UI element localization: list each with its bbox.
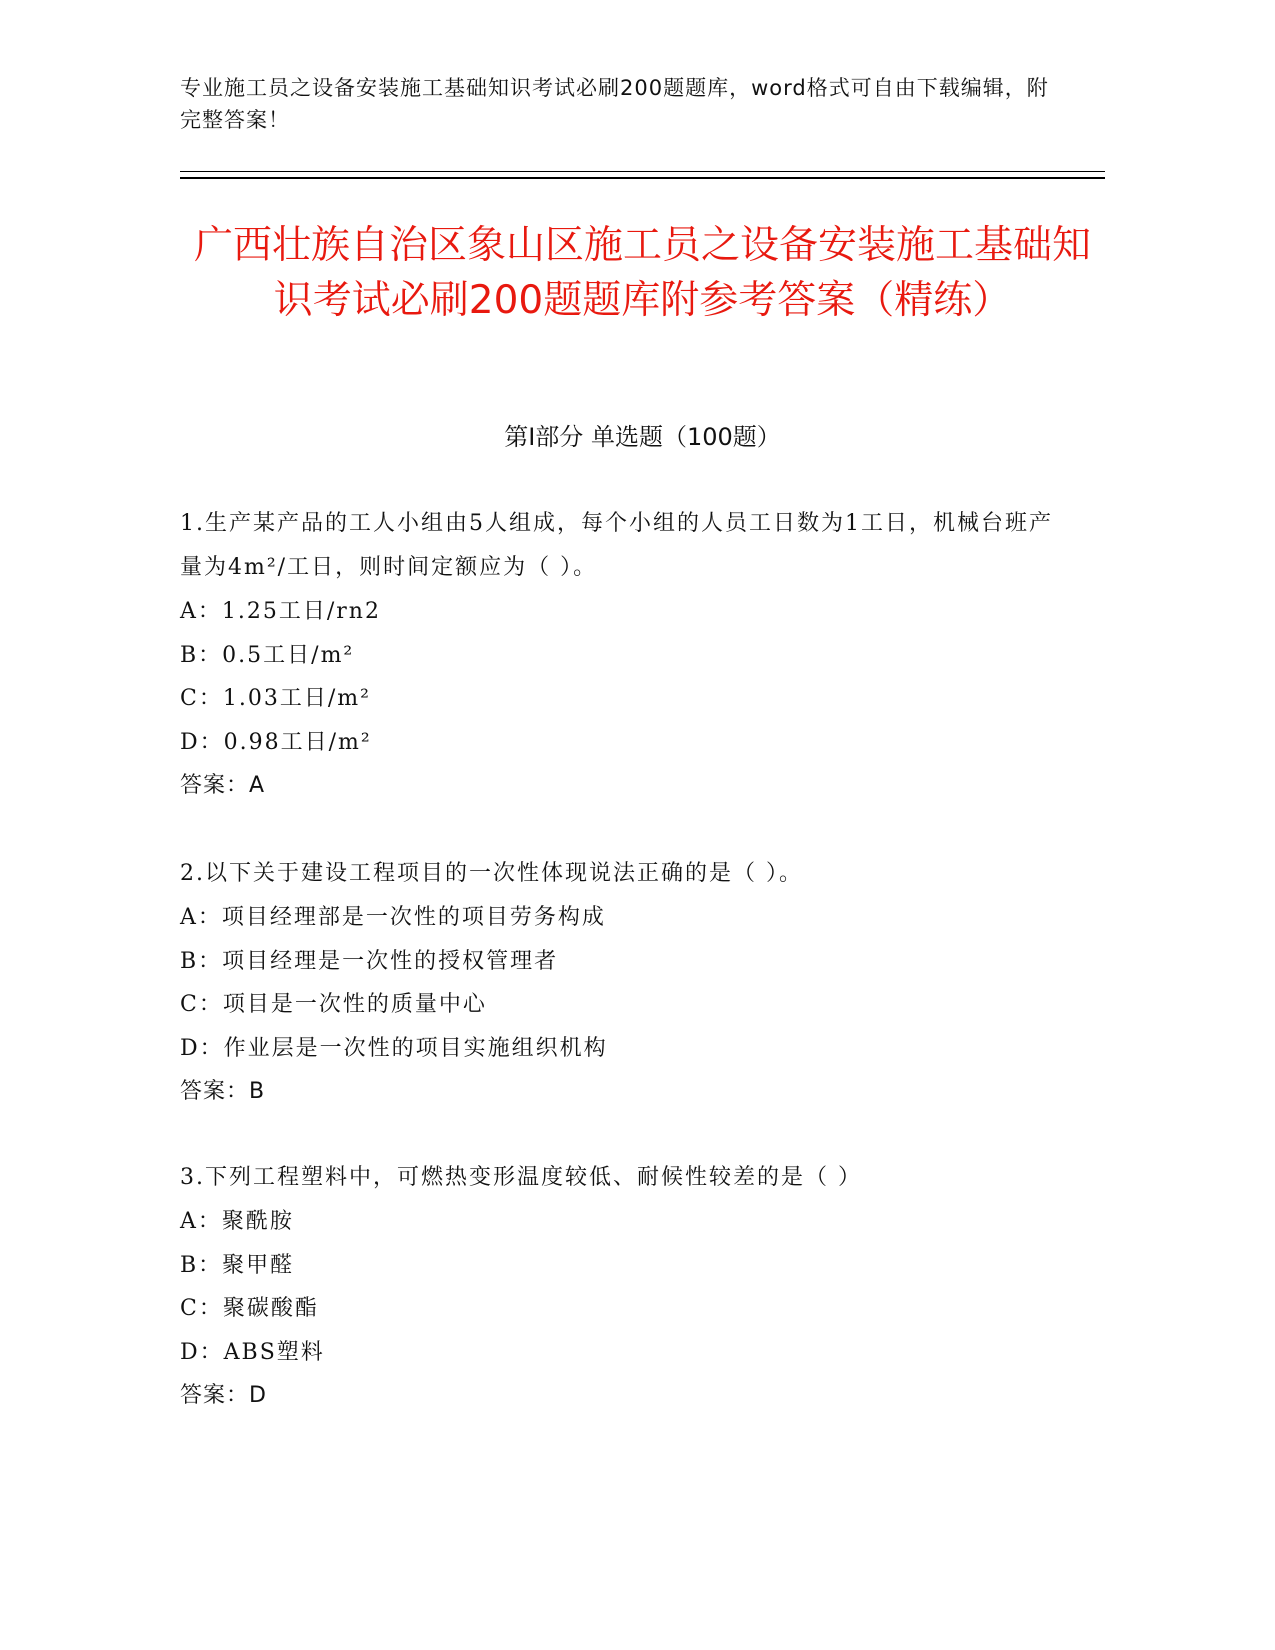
option-b: B：0.5工日/m² <box>180 642 355 668</box>
question-block <box>180 502 1060 808</box>
section-title: 第I部分 单选题（100题） <box>504 423 781 451</box>
answer-line: 答案：D <box>180 1383 267 1408</box>
question-stem: 1.生产某产品的工人小组由5人组成，每个小组的人员工日数为1工日，机械台班产量为4m²/工日，则时间定额应为（ ）。 <box>180 511 1053 580</box>
document-title: 广西壮族自治区象山区施工员之设备安装施工基础知识考试必刷200题题库附参考答案（精练） <box>193 223 1091 323</box>
option-a: A：项目经理部是一次性的项目劳务构成 <box>180 905 606 930</box>
option-b: B：项目经理是一次性的授权管理者 <box>180 948 559 974</box>
option-c: C：1.03工日/m² <box>180 686 371 711</box>
question-block <box>180 852 1060 1114</box>
header-divider-thick <box>180 177 1105 179</box>
answer-line: 答案：A <box>180 773 266 798</box>
option-d: D：作业层是一次性的项目实施组织机构 <box>180 1035 608 1061</box>
answer-line: 答案：B <box>180 1079 266 1104</box>
option-d: D：0.98工日/m² <box>180 729 372 755</box>
header-note: 专业施工员之设备安装施工基础知识考试必刷200题题库，word格式可自由下载编辑，附完整答案！ <box>180 76 1049 132</box>
question-block <box>180 1156 1060 1418</box>
option-c: C：项目是一次性的质量中心 <box>180 992 487 1017</box>
option-c: C：聚碳酸酯 <box>180 1296 319 1321</box>
question-stem: 2.以下关于建设工程项目的一次性体现说法正确的是（ ）。 <box>180 861 803 886</box>
option-a: A：聚酰胺 <box>180 1209 294 1234</box>
option-a: A：1.25工日/rn2 <box>180 599 381 624</box>
option-b: B：聚甲醛 <box>180 1252 295 1278</box>
option-d: D：ABS塑料 <box>180 1339 325 1365</box>
question-stem: 3.下列工程塑料中，可燃热变形温度较低、耐候性较差的是（ ） <box>180 1165 862 1190</box>
header-divider-thin <box>180 171 1105 172</box>
